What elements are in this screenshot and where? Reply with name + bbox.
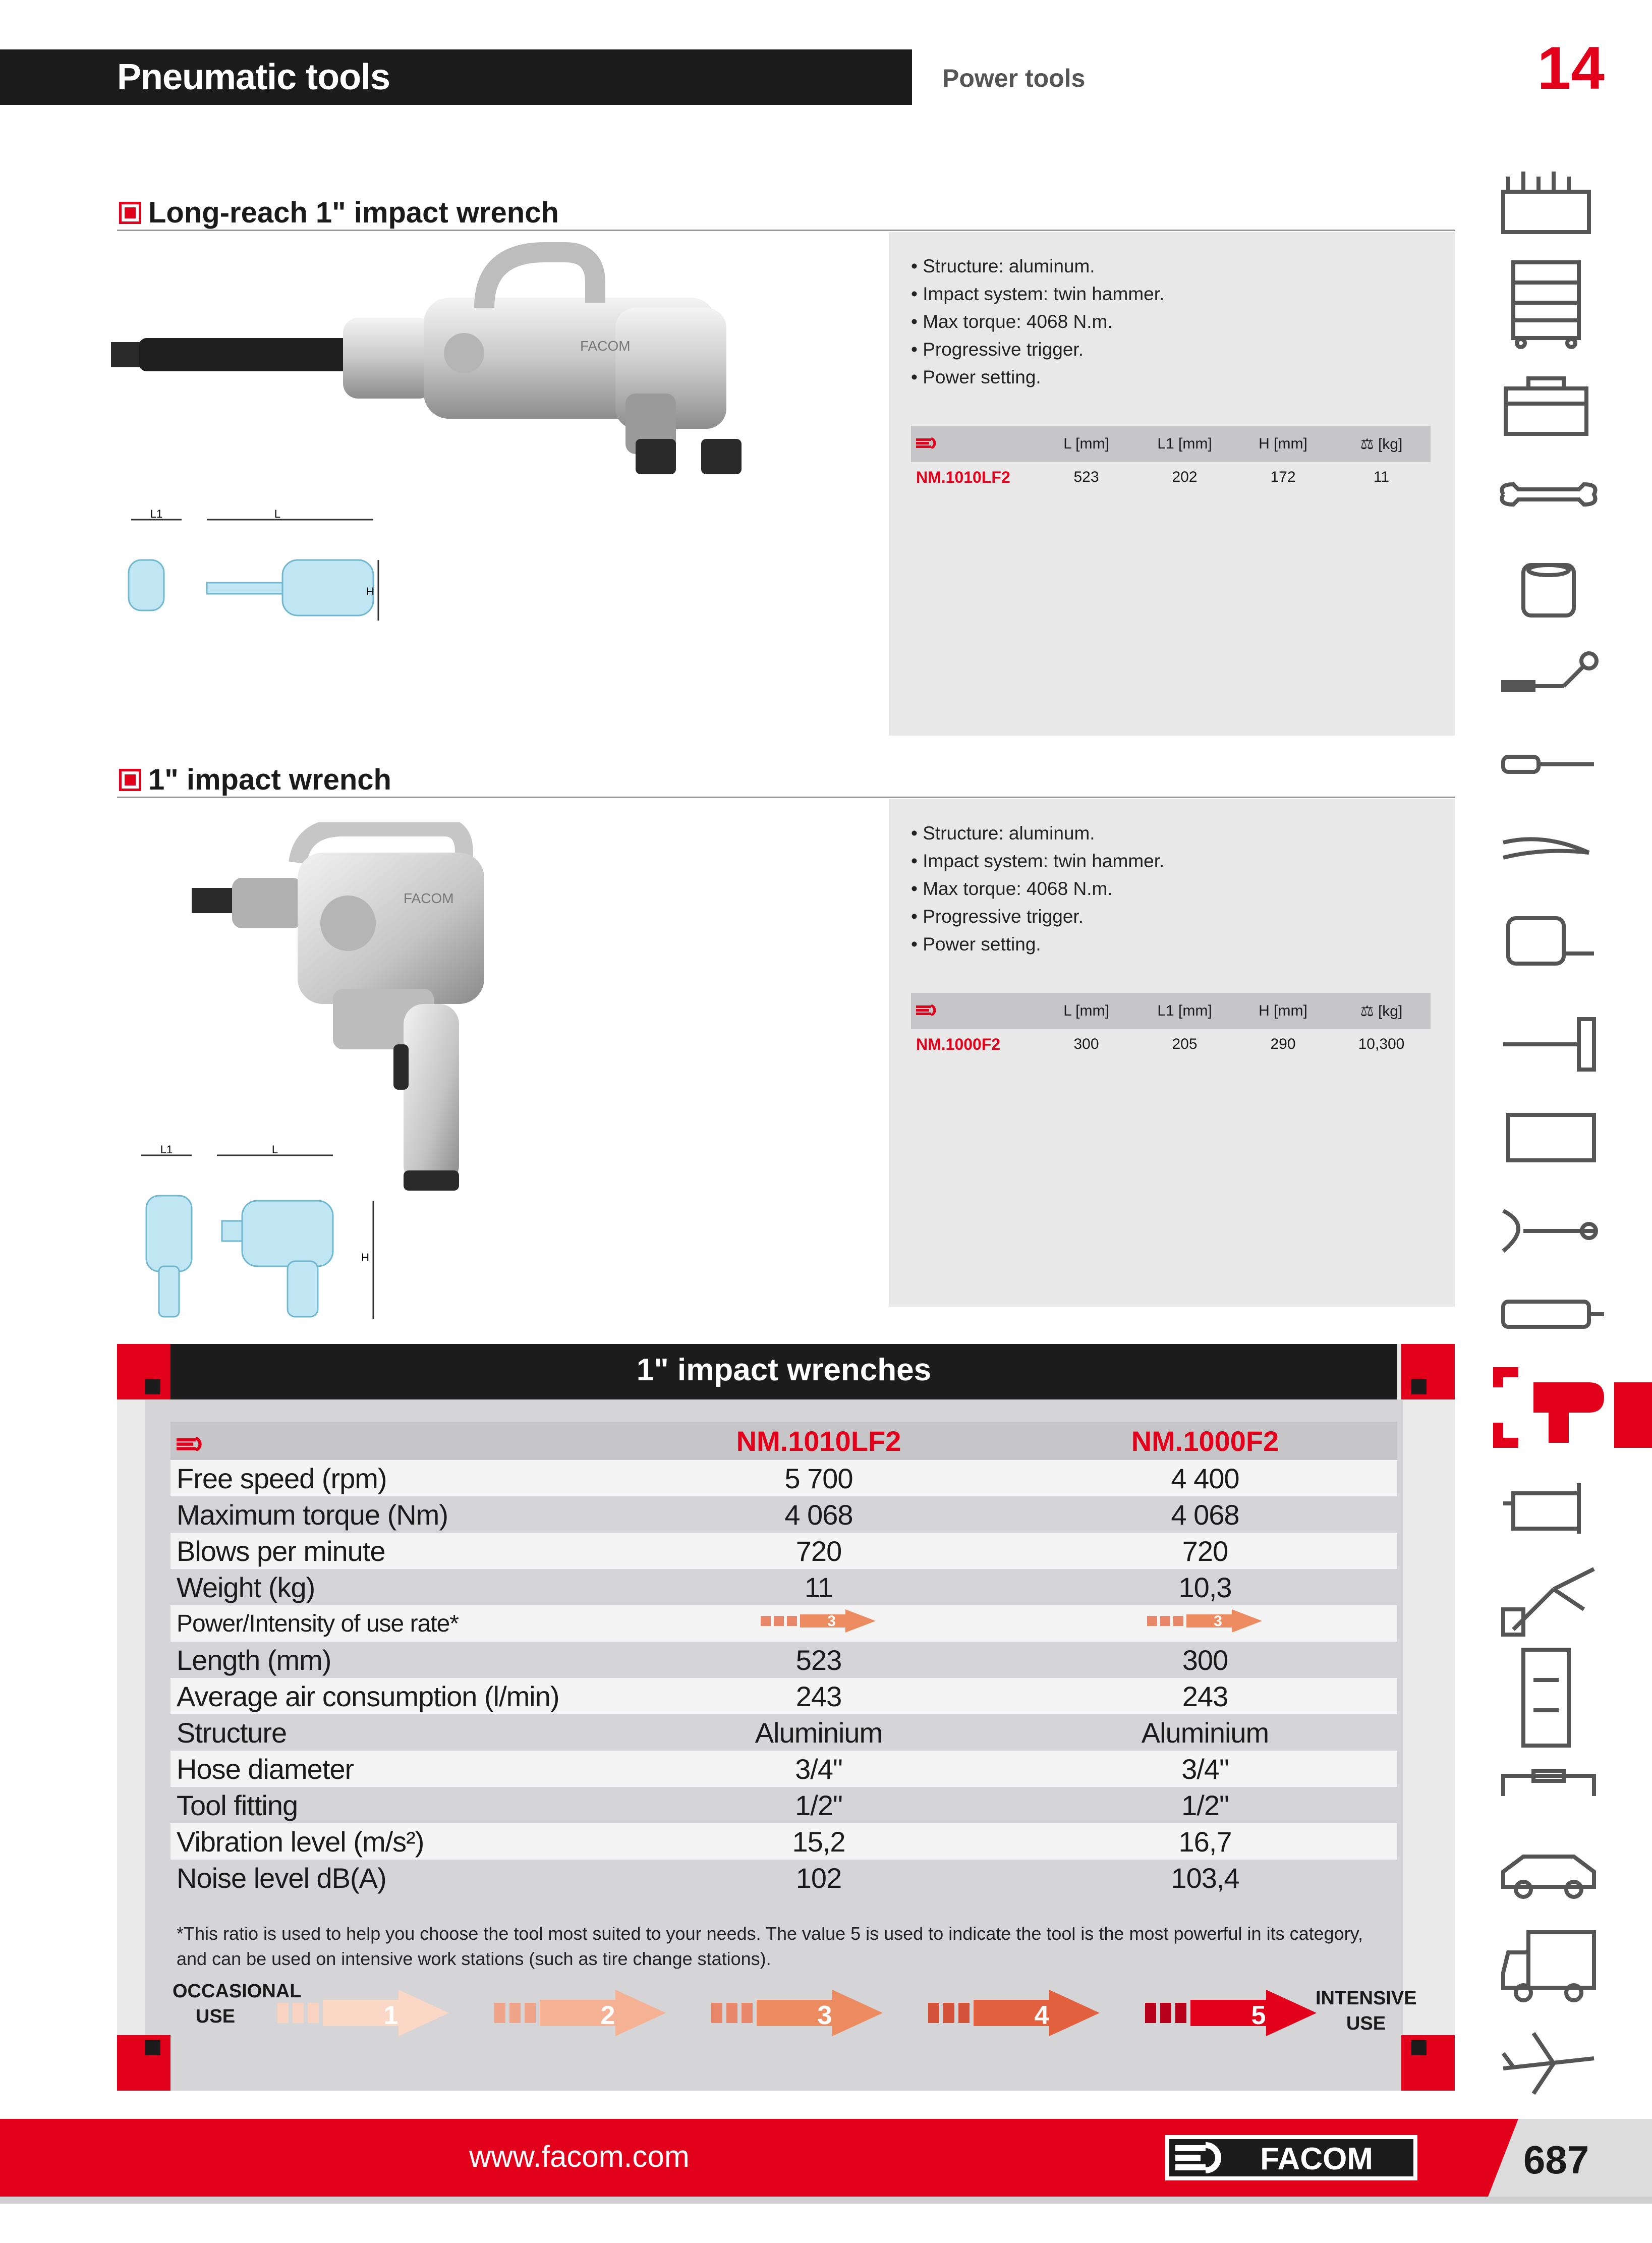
spec-col-weight bbox=[1332, 435, 1431, 453]
dim-label-l: L bbox=[271, 1143, 278, 1156]
table-row bbox=[170, 1860, 1397, 1896]
spec-data-row bbox=[911, 462, 1431, 492]
column-ref-2[interactable]: NM.1000F2 bbox=[1131, 1425, 1279, 1457]
table-row bbox=[170, 1605, 1397, 1642]
svg-text:1: 1 bbox=[383, 2001, 398, 2030]
electronic-tester-icon[interactable] bbox=[1503, 1302, 1604, 1327]
row-label: Length (mm) bbox=[177, 1644, 331, 1676]
scale-label-occasional: OCCASIONAL USE bbox=[173, 1981, 302, 2027]
page-subtitle: Power tools bbox=[942, 64, 1086, 92]
scale-label-intensive: INTENSIVE USE bbox=[1316, 1988, 1417, 2034]
electrical-icon[interactable] bbox=[1523, 1650, 1569, 1746]
comparison-table bbox=[170, 1422, 1397, 1896]
scale-arrow-4 bbox=[928, 1990, 1100, 2036]
column-ref-1[interactable]: NM.1010LF2 bbox=[736, 1425, 901, 1457]
handle-icon[interactable] bbox=[1503, 1771, 1594, 1796]
product-photo-long-reach bbox=[111, 242, 787, 504]
svg-text:2: 2 bbox=[600, 2001, 615, 2030]
feature-item: • Structure: aluminum. bbox=[911, 252, 1164, 280]
feature-item: • Impact system: twin hammer. bbox=[911, 847, 1164, 875]
corner-mark bbox=[1401, 1344, 1455, 1399]
intensity-arrow-1 bbox=[624, 1607, 1013, 1640]
screwdriver-icon[interactable] bbox=[1503, 757, 1594, 772]
row-value-1: 5 700 bbox=[784, 1462, 853, 1494]
feature-item: • Max torque: 4068 N.m. bbox=[911, 875, 1164, 903]
hacksaw-icon[interactable] bbox=[1508, 1115, 1594, 1160]
feature-item: • Impact system: twin hammer. bbox=[911, 280, 1164, 308]
feature-item: • Max torque: 4068 N.m. bbox=[911, 308, 1164, 335]
socket-icon[interactable] bbox=[1523, 565, 1574, 615]
row-value-1: 1/2" bbox=[795, 1789, 842, 1821]
footer-url[interactable]: www.facom.com bbox=[469, 2140, 690, 2173]
scale-arrow-3 bbox=[711, 1990, 883, 2036]
dim-label-l1: L1 bbox=[160, 1143, 173, 1156]
spec-col-l: L [mm] bbox=[1063, 435, 1109, 452]
spec-kg: 11 bbox=[1373, 469, 1390, 485]
table-row bbox=[170, 1642, 1397, 1678]
row-value-2: 10,3 bbox=[1178, 1571, 1232, 1603]
row-value-1: 243 bbox=[795, 1680, 842, 1712]
spec-h: 290 bbox=[1270, 1036, 1296, 1052]
spec-kg: 10,300 bbox=[1358, 1036, 1405, 1052]
row-label: Average air consumption (l/min) bbox=[177, 1680, 559, 1712]
row-label: Noise level dB(A) bbox=[177, 1862, 386, 1894]
vice-icon[interactable] bbox=[1503, 1483, 1579, 1534]
facom-ref-icon bbox=[916, 437, 939, 448]
feature-list bbox=[911, 819, 1164, 958]
table-row bbox=[170, 1787, 1397, 1823]
dimension-diagram-long-reach bbox=[121, 504, 393, 636]
dim-label-l1: L1 bbox=[150, 508, 163, 520]
pliers-icon[interactable] bbox=[1503, 839, 1589, 858]
row-value-1: 4 068 bbox=[784, 1498, 853, 1531]
facom-ref-icon bbox=[916, 1004, 939, 1016]
table-row bbox=[170, 1569, 1397, 1605]
spec-col-weight-label: [kg] bbox=[1378, 435, 1403, 453]
row-label: Maximum torque (Nm) bbox=[177, 1498, 448, 1531]
row-value-1: 15,2 bbox=[792, 1825, 845, 1858]
svg-text:5: 5 bbox=[1251, 2001, 1266, 2030]
row-label: Vibration level (m/s²) bbox=[177, 1825, 424, 1858]
comparison-header-row bbox=[170, 1422, 1397, 1460]
table-row bbox=[170, 1496, 1397, 1533]
facom-logo bbox=[1165, 2135, 1433, 2180]
row-label: Hose diameter bbox=[177, 1753, 354, 1785]
row-value-2: 4 068 bbox=[1171, 1498, 1239, 1531]
row-label: Weight (kg) bbox=[177, 1571, 315, 1603]
svg-text:3: 3 bbox=[817, 2001, 832, 2030]
chapter-number: 14 bbox=[1537, 34, 1605, 102]
comparison-title: 1" impact wrenches bbox=[636, 1353, 932, 1387]
tool-box-icon[interactable] bbox=[1506, 378, 1586, 434]
corner-mark bbox=[117, 2035, 170, 2091]
footer-rule bbox=[0, 2197, 1652, 2204]
row-value-1: 102 bbox=[795, 1862, 842, 1894]
feature-item: • Power setting. bbox=[911, 930, 1164, 958]
row-value-1: 523 bbox=[795, 1644, 842, 1676]
spec-l1: 202 bbox=[1172, 469, 1198, 485]
spec-col-h: H [mm] bbox=[1259, 435, 1307, 452]
row-value-2: 4 400 bbox=[1171, 1462, 1239, 1494]
section-heading-long-reach bbox=[117, 191, 1455, 231]
feature-item: • Progressive trigger. bbox=[911, 335, 1164, 363]
row-value-2: 103,4 bbox=[1171, 1862, 1239, 1894]
category-sidebar bbox=[1493, 172, 1614, 2099]
tape-measure-icon[interactable] bbox=[1508, 918, 1594, 964]
scale-arrow-2 bbox=[494, 1990, 666, 2036]
feature-item: • Progressive trigger. bbox=[911, 903, 1164, 930]
puller-icon[interactable] bbox=[1503, 1211, 1596, 1251]
section-title: Long-reach 1" impact wrench bbox=[148, 196, 559, 229]
intensity-arrow-2 bbox=[1013, 1607, 1397, 1640]
spec-l1: 205 bbox=[1172, 1036, 1198, 1052]
feature-item: • Power setting. bbox=[911, 363, 1164, 391]
intensity-value: 3 bbox=[1214, 1612, 1222, 1630]
facom-ref-icon bbox=[177, 1437, 206, 1451]
scale-arrow-5 bbox=[1145, 1990, 1317, 2036]
section-title: 1" impact wrench bbox=[148, 763, 391, 796]
footnote: *This ratio is used to help you choose the tool most suited to your needs. The value 5 is used to indicate the tool is the most powerful in its category, and can be used on intensive work stations (such as tire change stations). bbox=[177, 1923, 1363, 1969]
row-value-2: 300 bbox=[1182, 1644, 1228, 1676]
spec-col-weight bbox=[1332, 1002, 1431, 1020]
feature-item: • Structure: aluminum. bbox=[911, 819, 1164, 847]
scale-arrow-1 bbox=[277, 1990, 449, 2036]
spec-h: 172 bbox=[1270, 469, 1296, 485]
dim-label-h: H bbox=[361, 1251, 369, 1264]
section-square-icon bbox=[119, 202, 141, 224]
svg-text:4: 4 bbox=[1034, 2001, 1049, 2030]
wrench-icon[interactable] bbox=[1502, 484, 1596, 504]
roller-cabinet-icon[interactable] bbox=[1513, 262, 1579, 347]
corner-mark bbox=[1401, 2035, 1455, 2091]
spec-col-h: H [mm] bbox=[1259, 1002, 1307, 1019]
spec-ref[interactable]: NM.1010LF2 bbox=[916, 468, 1010, 486]
table-row bbox=[170, 1751, 1397, 1787]
intensity-value: 3 bbox=[827, 1612, 835, 1630]
corner-mark bbox=[117, 1344, 170, 1399]
airplane-icon[interactable] bbox=[1503, 2033, 1594, 2094]
row-value-1: Aluminium bbox=[755, 1716, 883, 1749]
row-label: Blows per minute bbox=[177, 1535, 385, 1567]
row-label: Free speed (rpm) bbox=[177, 1462, 387, 1494]
impact-wrench-icon[interactable] bbox=[1498, 1372, 1604, 1443]
spec-l: 300 bbox=[1073, 1036, 1099, 1052]
spec-table bbox=[911, 993, 1431, 1059]
table-row bbox=[170, 1460, 1397, 1496]
row-label: Power/Intensity of use rate* bbox=[177, 1610, 459, 1637]
table-row bbox=[170, 1678, 1397, 1714]
facom-logo-text: FACOM bbox=[1260, 2142, 1373, 2176]
scale-icon: ⚖ bbox=[1360, 1002, 1374, 1020]
row-value-1: 11 bbox=[804, 1571, 833, 1603]
spec-ref[interactable]: NM.1000F2 bbox=[916, 1035, 1001, 1053]
dim-label-h: H bbox=[366, 585, 374, 598]
section-square-icon bbox=[119, 769, 141, 791]
table-row bbox=[170, 1823, 1397, 1860]
spec-data-row bbox=[911, 1029, 1431, 1059]
spec-col-l: L [mm] bbox=[1063, 1002, 1109, 1019]
spec-col-l1: L1 [mm] bbox=[1157, 435, 1212, 452]
ratchet-icon[interactable] bbox=[1503, 653, 1597, 690]
row-label: Tool fitting bbox=[177, 1789, 298, 1821]
truck-icon[interactable] bbox=[1503, 1932, 1594, 2000]
row-value-2: Aluminium bbox=[1141, 1716, 1269, 1749]
row-value-2: 243 bbox=[1182, 1680, 1228, 1712]
scale-icon: ⚖ bbox=[1360, 435, 1374, 453]
row-label: Structure bbox=[177, 1716, 287, 1749]
row-value-2: 3/4" bbox=[1181, 1753, 1229, 1785]
spec-header-row bbox=[911, 426, 1431, 462]
hammer-icon[interactable] bbox=[1503, 1019, 1594, 1070]
row-value-1: 3/4" bbox=[795, 1753, 842, 1785]
page-title: Pneumatic tools bbox=[117, 57, 390, 97]
safety-icon[interactable] bbox=[1503, 1569, 1594, 1635]
feature-list bbox=[911, 252, 1164, 391]
row-value-1: 720 bbox=[795, 1535, 842, 1567]
row-value-2: 720 bbox=[1182, 1535, 1228, 1567]
row-value-2: 16,7 bbox=[1178, 1825, 1232, 1858]
spec-col-weight-label: [kg] bbox=[1378, 1002, 1403, 1020]
spec-col-l1: L1 [mm] bbox=[1157, 1002, 1212, 1019]
spec-l: 523 bbox=[1073, 469, 1099, 485]
spec-table bbox=[911, 426, 1431, 492]
dimension-diagram-impact bbox=[136, 1140, 378, 1327]
intensity-scale bbox=[272, 1983, 1332, 2043]
table-row bbox=[170, 1714, 1397, 1751]
svg-text:FACOM: FACOM bbox=[580, 338, 631, 354]
spec-header-row bbox=[911, 993, 1431, 1029]
section-heading-impact bbox=[117, 758, 1455, 798]
tool-storage-icon[interactable] bbox=[1503, 172, 1589, 232]
page-number: 687 bbox=[1523, 2138, 1589, 2182]
car-icon[interactable] bbox=[1503, 1857, 1594, 1897]
sidebar-active-tab bbox=[1614, 1382, 1652, 1448]
row-value-2: 1/2" bbox=[1181, 1789, 1229, 1821]
table-row bbox=[170, 1533, 1397, 1569]
dim-label-l: L bbox=[274, 508, 281, 520]
svg-text:FACOM: FACOM bbox=[404, 890, 454, 906]
